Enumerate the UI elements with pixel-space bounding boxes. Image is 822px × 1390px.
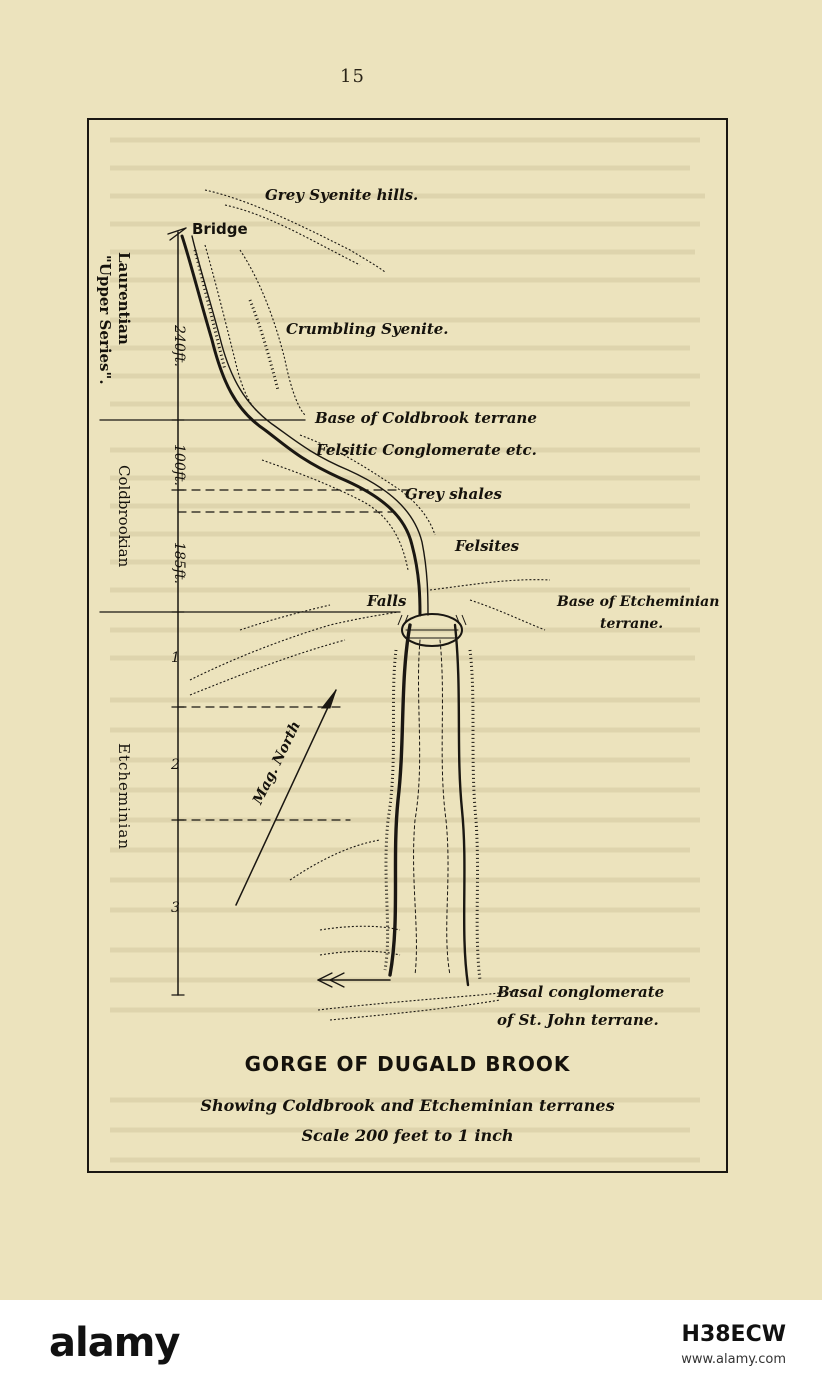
label-basal-conglomerate: Basal conglomerate (497, 983, 665, 1001)
label-etcheminian: Etcheminian (115, 743, 133, 850)
label-grey-syenite-hills: Grey Syenite hills. (265, 186, 419, 204)
label-base-coldbrook: Base of Coldbrook terrane (315, 409, 537, 427)
gorge-right-bank (455, 625, 468, 985)
map-scale: Scale 200 feet to 1 inch (301, 1126, 514, 1145)
distance-185ft: 185ft. (171, 542, 187, 584)
label-upper-series: "Upper Series". (96, 255, 114, 385)
label-felsites: Felsites (455, 537, 520, 555)
image-id: H38ECW (681, 1322, 786, 1347)
scale-number-3: 3 (171, 900, 180, 916)
label-mag-north: Mag. North (250, 718, 304, 808)
scale-number-1: 1 (171, 650, 180, 666)
label-laurentian: Laurentian (115, 252, 133, 345)
label-falls: Falls (367, 592, 407, 610)
label-bridge: Bridge (192, 220, 248, 238)
label-felsitic-conglomerate: Felsitic Conglomerate etc. (316, 441, 537, 459)
scale-number-2: 2 (171, 757, 180, 773)
label-st-john-terrane: of St. John terrane. (497, 1011, 659, 1029)
gorge-left-bank (390, 625, 410, 975)
label-base-etcheminian: Base of Etcheminian (557, 594, 720, 610)
map-title: GORGE OF DUGALD BROOK (244, 1052, 571, 1076)
label-base-etcheminian-terrane: terrane. (600, 616, 664, 632)
label-grey-shales: Grey shales (405, 485, 502, 503)
label-crumbling-syenite: Crumbling Syenite. (286, 320, 449, 338)
page-number: 15 (340, 66, 365, 87)
alamy-logo: alamy (49, 1320, 180, 1366)
distance-240ft: 240ft. (171, 325, 187, 367)
map-subtitle: Showing Coldbrook and Etcheminian terranes (200, 1096, 615, 1115)
label-coldbrookian: Coldbrookian (115, 465, 133, 568)
distance-100ft: 100ft. (171, 444, 187, 486)
site-url: www.alamy.com (681, 1352, 786, 1367)
